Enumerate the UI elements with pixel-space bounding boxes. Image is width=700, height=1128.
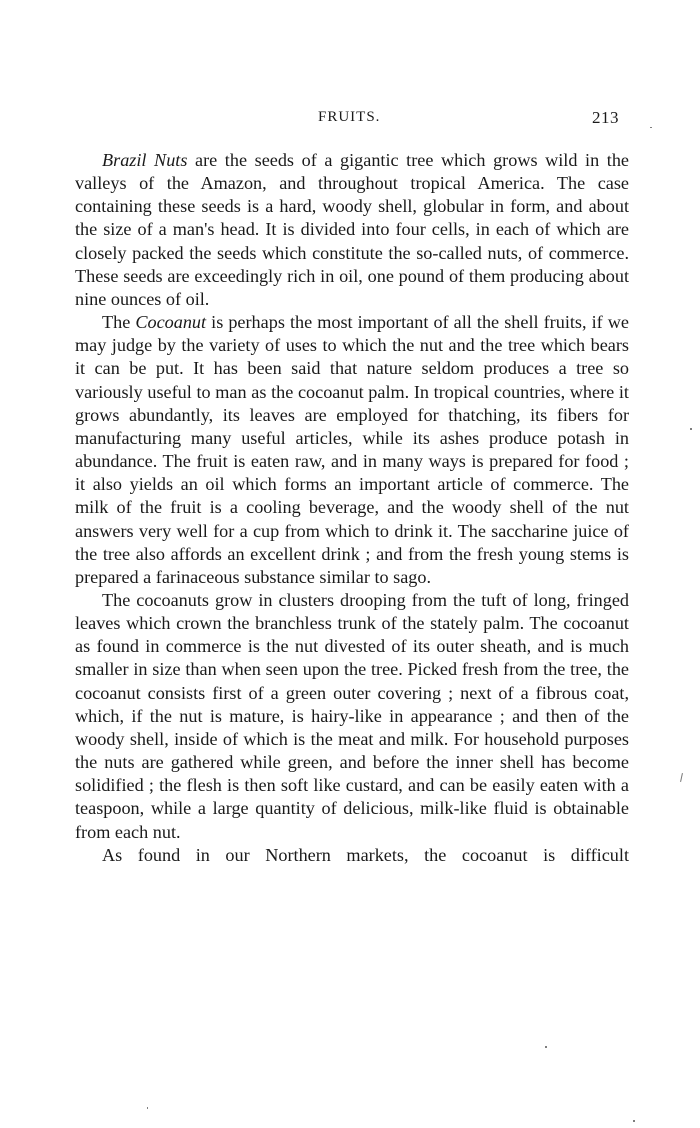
- margin-mark: [680, 773, 683, 782]
- paragraph-northern-markets: [75, 844, 629, 867]
- paragraph-brazil-nuts: [75, 149, 629, 311]
- paragraph-text: are the seeds of a gigantic tree which grows wild in the valleys of the Amazon, and throughout tropical America. The case containing these seeds is a hard, woody shell, globular in form, and about the size of a man's head. It is divided into four cells, in each of which are closely packed the seeds which constitute the so-called nuts, of commerce. These seeds are exceedingly rich in oil, one pound of them producing about nine ounces of oil.: [75, 150, 630, 309]
- page-number: 213: [592, 108, 619, 127]
- scan-speck: [690, 428, 692, 430]
- running-title: FRUITS.: [318, 109, 381, 125]
- scan-speck: [650, 127, 652, 128]
- scan-speck: [545, 1046, 547, 1048]
- term-brazil-nuts: Brazil Nuts: [102, 150, 188, 170]
- paragraph-cocoanut-clusters: [75, 589, 629, 844]
- paragraph-cocoanut: [75, 311, 629, 589]
- paragraph-text: is perhaps the most important of all the shell fruits, if we may judge by the variety of uses to which the nut and the tree which bears it can be put. It has been said that nature seldom produces a tree so variously useful to man as the cocoanut palm. In tropical countries, where it grows abundantly, its leaves are employed for thatching, its fibers for manufacturing many useful articles, while its ashes produce potash in abundance. The fruit is eaten raw, and in many ways is prepared for food ; it also yields an oil which forms an important article of commerce. The milk of the fruit is a cooling beverage, and the woody shell of the nut answers very well for a cup from which to drink it. The saccharine juice of the tree also affords an excellent drink ; and from the fresh young stems is prepared a farinaceous substance similar to sago.: [75, 312, 629, 587]
- paragraph-prefix: The: [102, 312, 136, 333]
- running-head: [0, 109, 700, 133]
- scan-speck: [147, 1107, 148, 1109]
- paragraph-text: The cocoanuts grow in clusters drooping from the tuft of long, fringed leaves which crown the branchless trunk of the stately palm. The cocoanut as found in commerce is the nut divested of its outer sheath, and is much smaller in size than when seen upon the tree. Picked fresh from the tree, the cocoanut consists first of a green outer covering ; next of a fibrous coat, which, if the nut is mature, is hairy-like in appearance ; and then of the woody shell, inside of which is the meat and milk. For household purposes the nuts are gathered while green, and before the inner shell has become solidified ; the flesh is then soft like custard, and can be easily eaten with a teaspoon, while a large quantity of delicious, milk-like fluid is obtainable from each nut.: [75, 589, 629, 842]
- scan-speck: [633, 1120, 635, 1122]
- term-cocoanut: Cocoanut: [135, 312, 207, 333]
- paragraph-text: As found in our Northern markets, the cocoanut is difficult: [102, 844, 629, 865]
- body-text: [75, 149, 629, 867]
